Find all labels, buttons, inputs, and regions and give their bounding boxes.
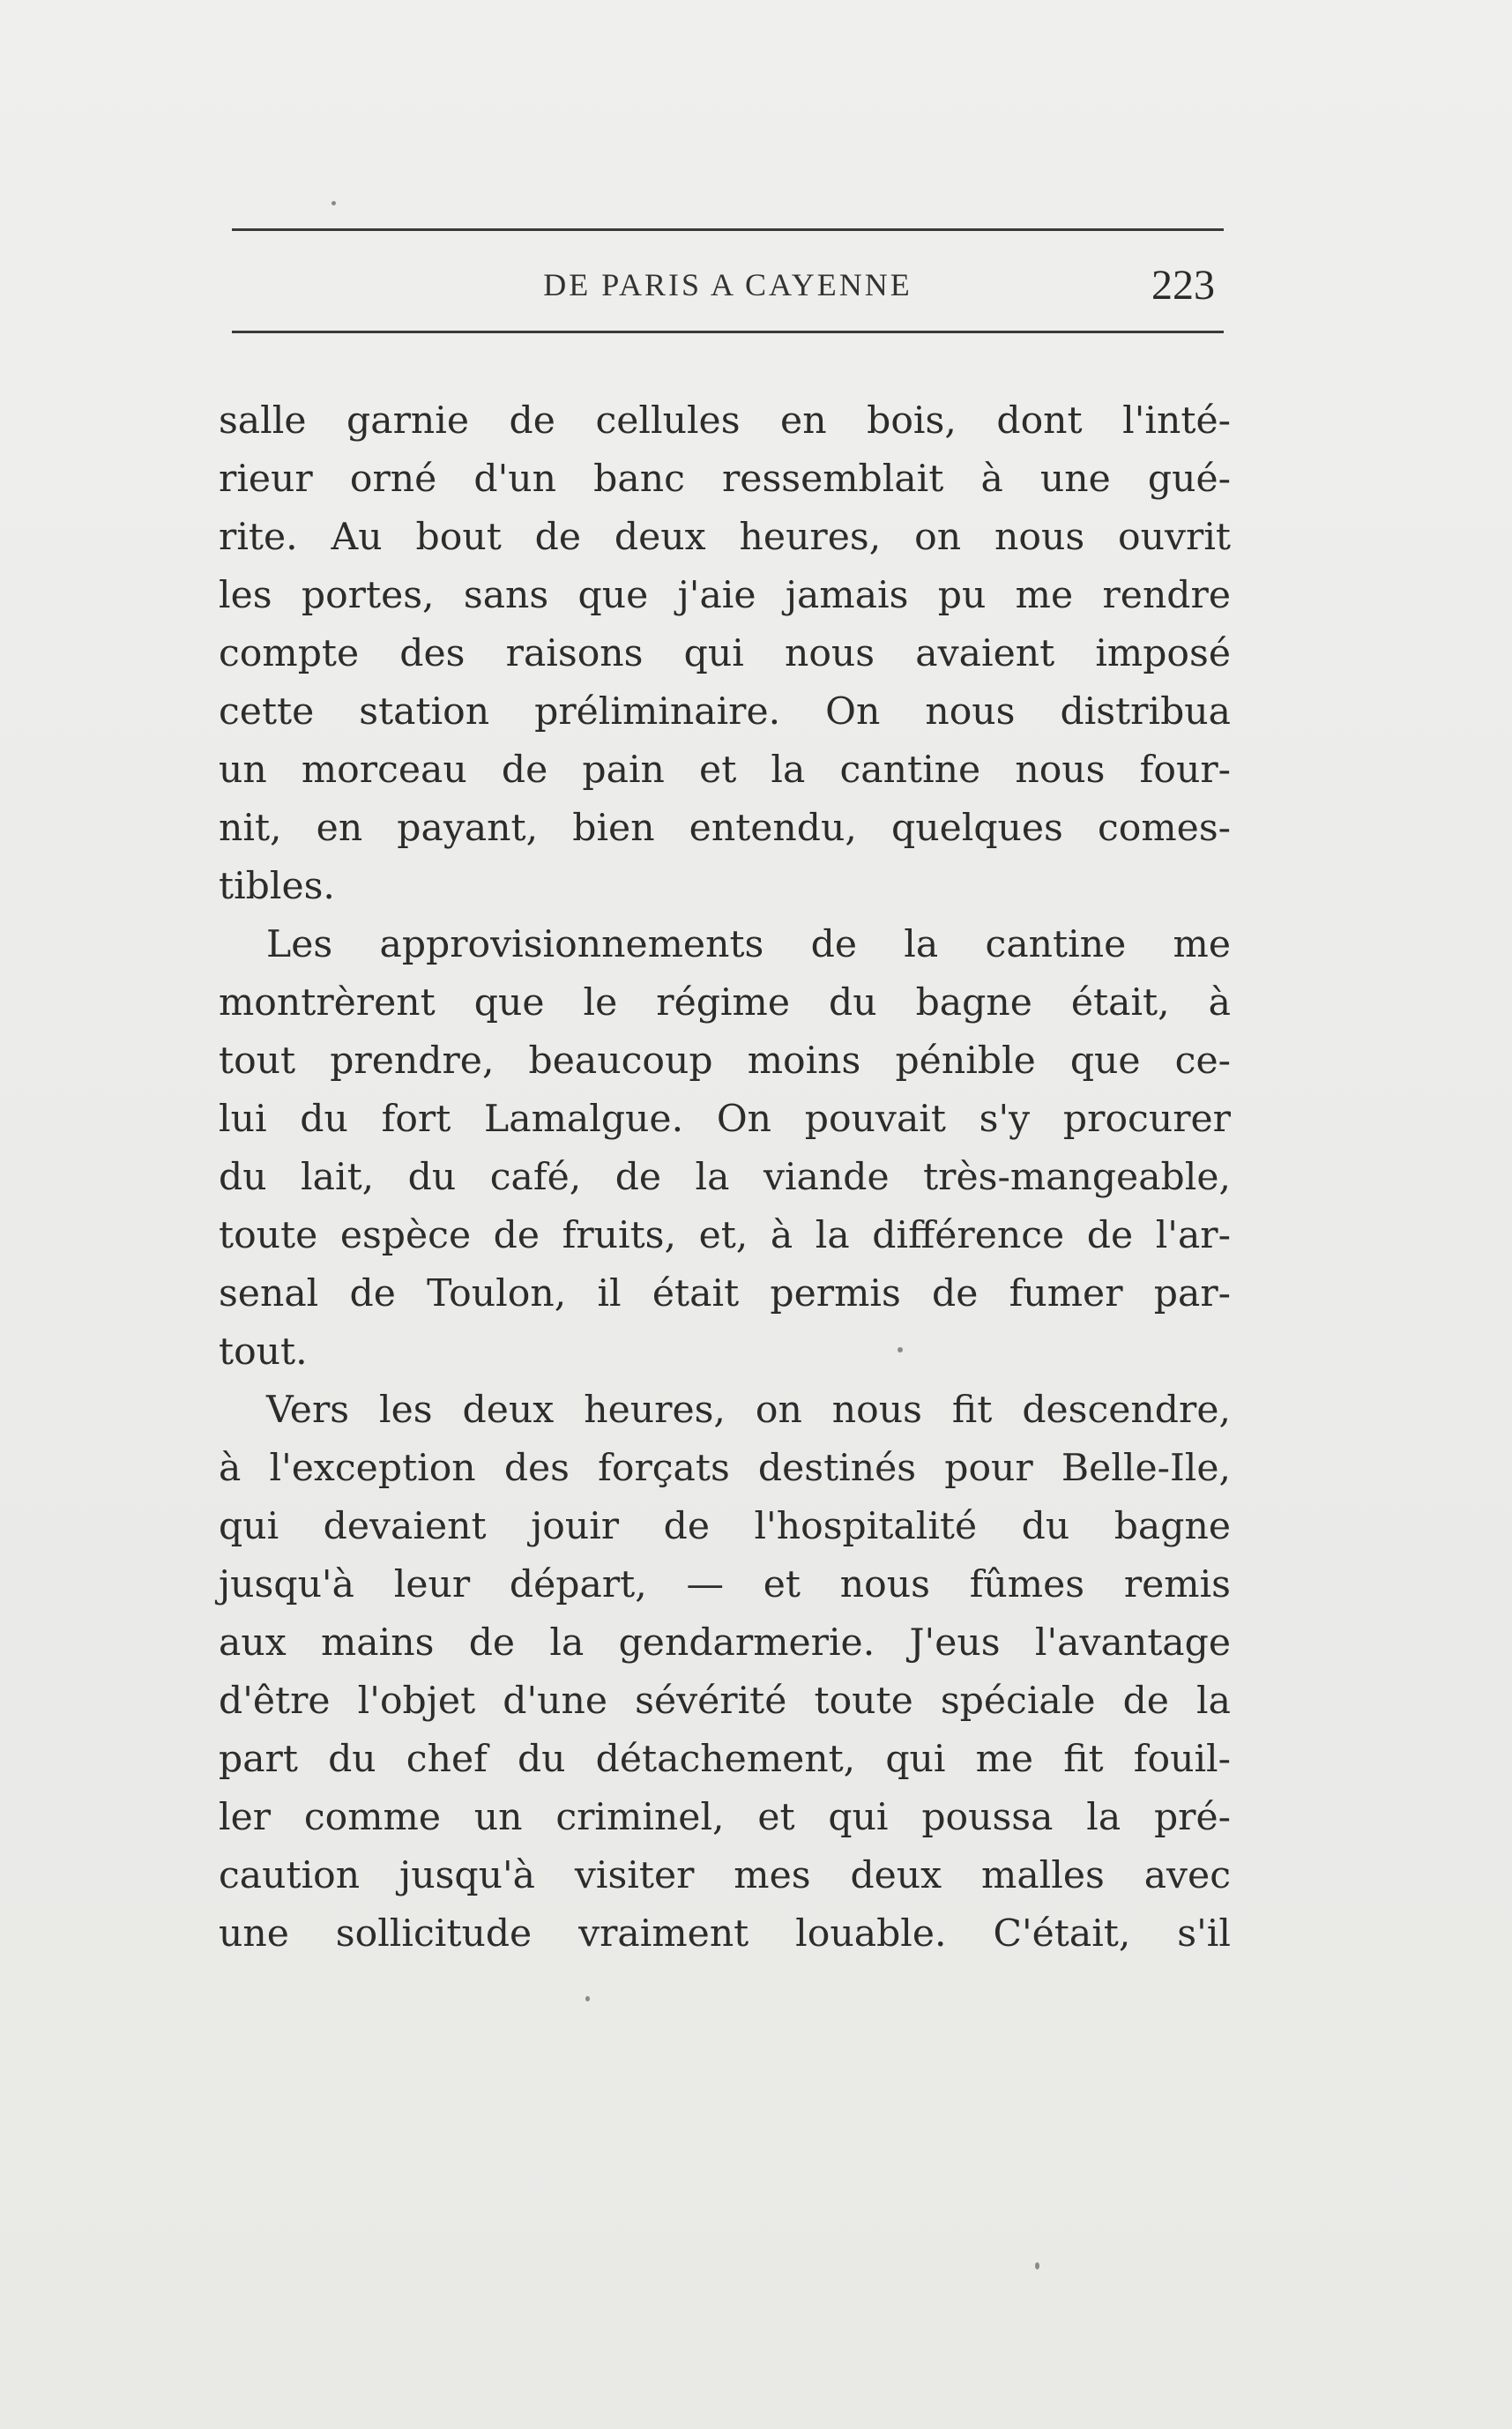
text-line: montrèrent que le régime du bagne était, à	[219, 981, 1231, 1025]
text-line: une sollicitude vraiment louable. C'était, s'il	[219, 1912, 1231, 1956]
text-line: d'être l'objet d'une sévérité toute spéciale de la	[219, 1680, 1231, 1723]
text-line: lui du fort Lamalgue. On pouvait s'y procurer	[219, 1098, 1231, 1141]
text-line: un morceau de pain et la cantine nous four-	[219, 749, 1231, 792]
text-line: ler comme un criminel, et qui poussa la pré-	[219, 1796, 1231, 1839]
paper-speck	[1035, 2262, 1039, 2269]
text-line-paragraph-end: tout.	[219, 1330, 308, 1374]
text-line: rite. Au bout de deux heures, on nous ouvrit	[219, 516, 1231, 559]
text-line: salle garnie de cellules en bois, dont l'inté-	[219, 399, 1231, 443]
paper-speck	[331, 201, 336, 205]
text-line: aux mains de la gendarmerie. J'eus l'avantage	[219, 1621, 1231, 1665]
text-line: caution jusqu'à visiter mes deux malles avec	[219, 1854, 1231, 1897]
text-line: jusqu'à leur départ, — et nous fûmes remis	[219, 1563, 1231, 1606]
text-line: cette station préliminaire. On nous distribua	[219, 690, 1231, 734]
running-title: DE PARIS A CAYENNE	[543, 267, 912, 302]
body-text	[219, 392, 1231, 1963]
text-line: nit, en payant, bien entendu, quelques comes-	[219, 807, 1231, 850]
text-line-paragraph-start: Les approvisionnements de la cantine me	[266, 923, 1231, 966]
running-head	[232, 262, 1224, 309]
paper-speck	[585, 1996, 590, 2001]
text-line: tout prendre, beaucoup moins pénible que ce-	[219, 1039, 1231, 1083]
text-line: part du chef du détachement, qui me fit fouil-	[219, 1738, 1231, 1781]
text-line: toute espèce de fruits, et, à la différence de l'ar-	[219, 1214, 1231, 1257]
text-line: compte des raisons qui nous avaient imposé	[219, 632, 1231, 675]
text-line: rieur orné d'un banc ressemblait à une gué-	[219, 458, 1231, 501]
text-line: senal de Toulon, il était permis de fumer par-	[219, 1272, 1231, 1315]
page-number: 223	[1151, 262, 1215, 309]
paper-speck	[898, 1347, 903, 1352]
text-line: les portes, sans que j'aie jamais pu me rendre	[219, 574, 1231, 617]
text-line-paragraph-start: Vers les deux heures, on nous fit descendre,	[266, 1389, 1231, 1432]
header-top-rule	[232, 228, 1224, 231]
text-line: du lait, du café, de la viande très-mangeable,	[219, 1156, 1231, 1199]
text-line-paragraph-end: tibles.	[219, 865, 335, 908]
text-line: à l'exception des forçats destinés pour Belle-Ile,	[219, 1447, 1231, 1490]
text-line: qui devaient jouir de l'hospitalité du bagne	[219, 1505, 1231, 1548]
header-bottom-rule	[232, 331, 1224, 333]
